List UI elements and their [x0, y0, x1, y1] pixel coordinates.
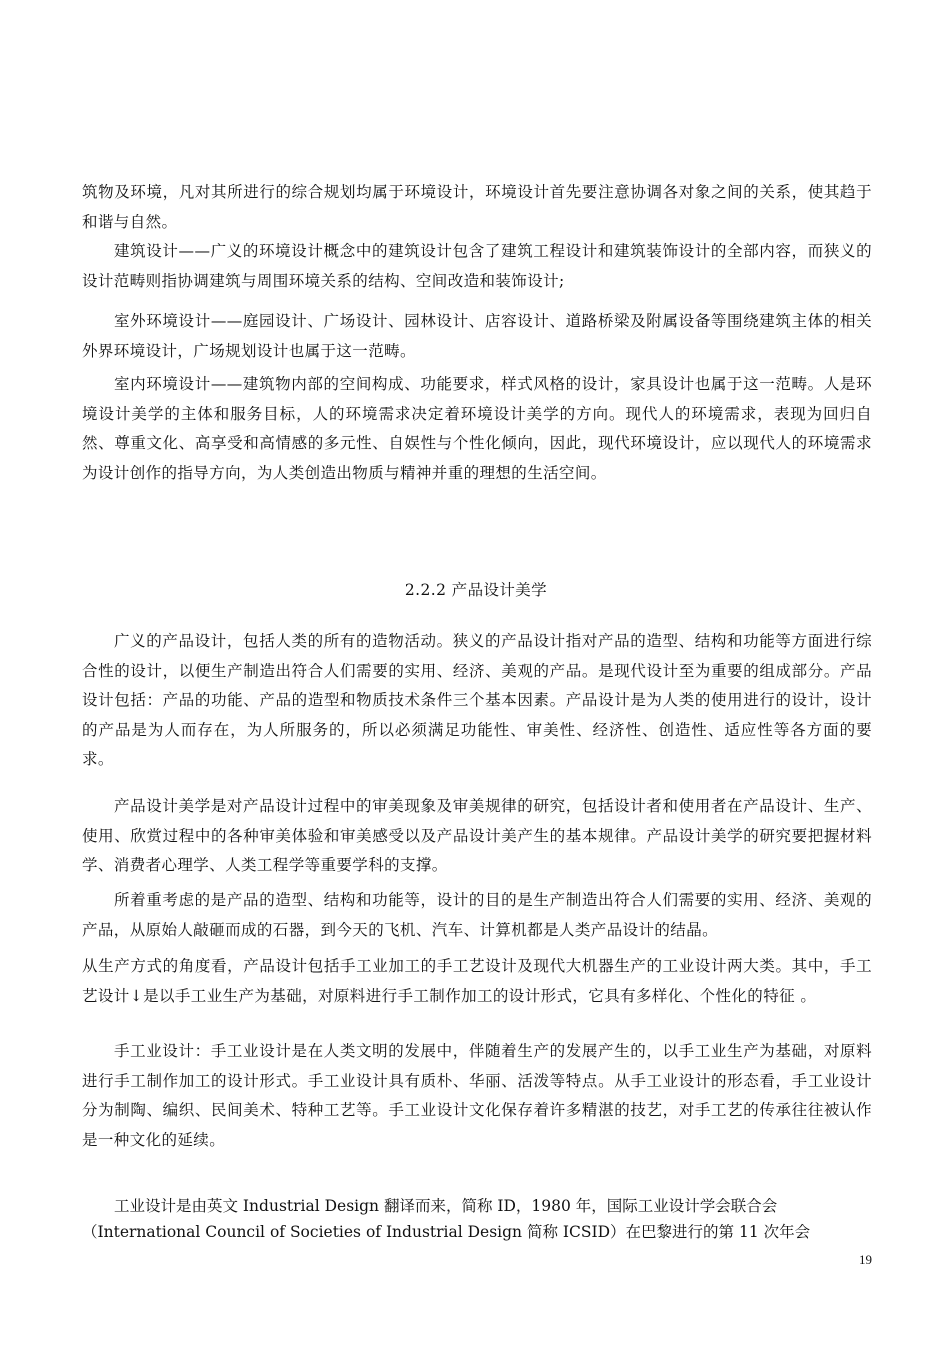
paragraph-environment-intro: 筑物及环境，凡对其所进行的综合规划均属于环境设计，环境设计首先要注意协调各对象之间的关系，使其趋于和谐与自然。	[82, 183, 872, 231]
paragraph-product-focus: 所着重考虑的是产品的造型、结构和功能等，设计的目的是生产制造出符合人们需要的实用、经济、美观的产品，从原始人敲砸而成的石器，到今天的飞机、汽车、计算机都是人类产品设计的结晶。	[82, 891, 872, 939]
paragraph-architecture-design: 建筑设计——广义的环境设计概念中的建筑设计包含了建筑工程设计和建筑装饰设计的全部内容，而狭义的设计范畴则指协调建筑与周围环境关系的结构、空间改造和装饰设计;	[82, 242, 872, 290]
paragraph-production-mode: 从生产方式的角度看，产品设计包括手工业加工的手工艺设计及现代大机器生产的工业设计两大类。其中，手工艺设计↓是以手工业生产为基础，对原料进行手工制作加工的设计形式，它具有多样化、个性化的特征 。	[82, 957, 872, 1005]
page-number: 19	[859, 1252, 872, 1267]
paragraph-indoor-design: 室内环境设计——建筑物内部的空间构成、功能要求，样式风格的设计，家具设计也属于这一范畴。人是环境设计美学的主体和服务目标，人的环境需求决定着环境设计美学的方向。现代人的环境需求，表现为回归自然、尊重文化、高享受和高情感的多元性、自娱性与个性化倾向，因此，现代环境设计，应以现代人的环境需求为设计创作的指导方向，为人类创造出物质与精神并重的理想的生活空间。	[82, 375, 872, 482]
paragraph-product-aesthetics: 产品设计美学是对产品设计过程中的审美现象及审美规律的研究，包括设计者和使用者在产品设计、生产、使用、欣赏过程中的各种审美体验和审美感受以及产品设计美产生的基本规律。产品设计美学的研究要把握材料学、消费者心理学、人类工程学等重要学科的支撑。	[82, 797, 872, 874]
section-heading: 2.2.2 产品设计美学	[404, 581, 548, 599]
paragraph-industrial-design-line1: 工业设计是由英文 Industrial Design 翻译而来，简称 ID，1980 年，国际工业设计学会联合会	[114, 1197, 778, 1215]
paragraph-outdoor-design: 室外环境设计——庭园设计、广场设计、园林设计、店容设计、道路桥梁及附属设备等围绕建筑主体的相关外界环境设计，广场规划设计也属于这一范畴。	[82, 312, 872, 360]
paragraph-handcraft-design: 手工业设计：手工业设计是在人类文明的发展中，伴随着生产的发展产生的，以手工业生产为基础，对原料进行手工制作加工的设计形式。手工业设计具有质朴、华丽、活泼等特点。从手工业设计的形态看，手工业设计分为制陶、编织、民间美术、特种工艺等。手工业设计文化保存着许多精湛的技艺，对手工艺的传承往往被认作是一种文化的延续。	[82, 1042, 872, 1149]
paragraph-industrial-design-line2: （International Council of Societies of Industrial Design 简称 ICSID）在巴黎进行的第 11 次年会	[82, 1223, 811, 1241]
paragraph-product-design: 广义的产品设计，包括人类的所有的造物活动。狭义的产品设计指对产品的造型、结构和功能等方面进行综合性的设计，以便生产制造出符合人们需要的实用、经济、美观的产品。是现代设计至为重要的组成部分。产品设计包括：产品的功能、产品的造型和物质技术条件三个基本因素。产品设计是为人类的使用进行的设计，设计的产品是为人而存在，为人所服务的，所以必须满足功能性、审美性、经济性、创造性、适应性等各方面的要求。	[82, 632, 872, 768]
